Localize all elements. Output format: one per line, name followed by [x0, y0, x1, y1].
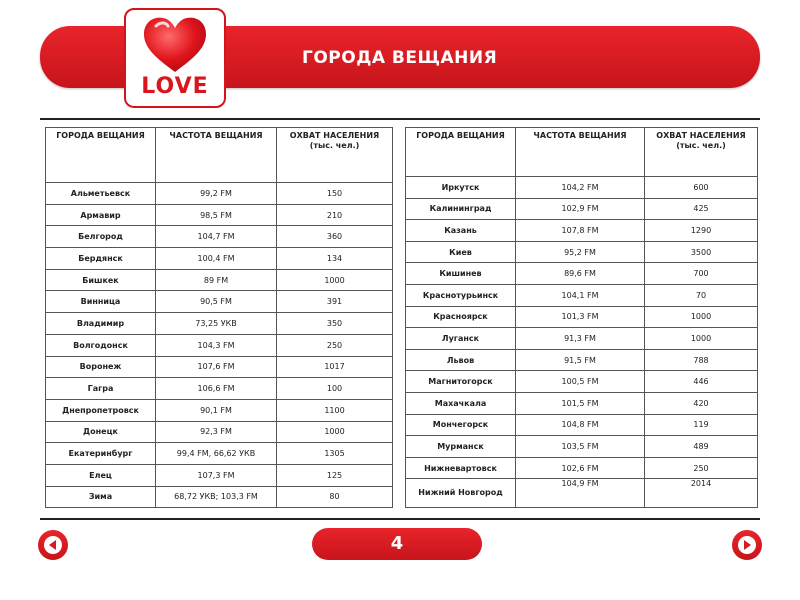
frequency-cell: 89,6 FM: [516, 263, 645, 285]
coverage-cell: 80: [277, 486, 393, 508]
city-cell: Винница: [46, 291, 156, 313]
coverage-cell: 250: [277, 334, 393, 356]
table-row: [46, 421, 393, 443]
table-row: [46, 486, 393, 508]
coverage-cell: 1000: [645, 306, 758, 328]
city-cell: Иркутск: [406, 177, 516, 199]
logo: [124, 8, 226, 108]
column-header-frequency: ЧАСТОТА ВЕЩАНИЯ: [156, 128, 277, 183]
frequency-cell: 89 FM: [156, 269, 277, 291]
table-row: [406, 306, 758, 328]
coverage-cell: 250: [645, 457, 758, 479]
coverage-cell: 1000: [645, 328, 758, 350]
table-row: [46, 378, 393, 400]
city-cell: Елец: [46, 464, 156, 486]
top-rule: [40, 118, 760, 120]
frequency-cell: 92,3 FM: [156, 421, 277, 443]
city-cell: Казань: [406, 220, 516, 242]
frequency-cell: 104,3 FM: [156, 334, 277, 356]
frequency-cell: 104,1 FM: [516, 284, 645, 306]
city-cell: Владимир: [46, 313, 156, 335]
city-cell: Мурманск: [406, 436, 516, 458]
frequency-cell: 99,4 FM, 66,62 УКВ: [156, 443, 277, 465]
coverage-cell: 391: [277, 291, 393, 313]
frequency-cell: 99,2 FM: [156, 183, 277, 205]
frequency-cell: 98,5 FM: [156, 204, 277, 226]
column-header-frequency: ЧАСТОТА ВЕЩАНИЯ: [516, 128, 645, 177]
frequency-cell: 102,9 FM: [516, 198, 645, 220]
table-row: [406, 177, 758, 199]
coverage-cell: 125: [277, 464, 393, 486]
frequency-cell: 104,7 FM: [156, 226, 277, 248]
city-cell: Армавир: [46, 204, 156, 226]
coverage-cell: 1017: [277, 356, 393, 378]
table-row: [406, 284, 758, 306]
city-cell: Гагра: [46, 378, 156, 400]
frequency-cell: 107,6 FM: [156, 356, 277, 378]
frequency-cell: 104,2 FM: [516, 177, 645, 199]
city-cell: Магнитогорск: [406, 371, 516, 393]
city-cell: Луганск: [406, 328, 516, 350]
table-row: [406, 371, 758, 393]
page-title: ГОРОДА ВЕЩАНИЯ: [302, 48, 498, 68]
table-row: [406, 198, 758, 220]
city-cell: Нижний Новгород: [406, 479, 516, 508]
city-cell: Екатеринбург: [46, 443, 156, 465]
coverage-cell: 425: [645, 198, 758, 220]
table-row: [46, 334, 393, 356]
frequency-cell: 90,1 FM: [156, 399, 277, 421]
frequency-cell: 101,5 FM: [516, 392, 645, 414]
table-row: [406, 220, 758, 242]
frequency-cell: 107,8 FM: [516, 220, 645, 242]
coverage-cell: 150: [277, 183, 393, 205]
city-cell: Кишинев: [406, 263, 516, 285]
city-cell: Бишкек: [46, 269, 156, 291]
arrow-right-icon: [732, 530, 762, 560]
frequency-cell: 91,5 FM: [516, 349, 645, 371]
coverage-cell: 2014: [645, 479, 758, 508]
frequency-cell: 100,4 FM: [156, 248, 277, 270]
table-row: [46, 464, 393, 486]
city-cell: Красноярск: [406, 306, 516, 328]
city-cell: Киев: [406, 241, 516, 263]
table-row: [46, 399, 393, 421]
prev-page-button[interactable]: [38, 530, 68, 560]
table-row: [406, 241, 758, 263]
table-row: [406, 349, 758, 371]
table-row: [406, 263, 758, 285]
city-cell: Альметьевск: [46, 183, 156, 205]
logo-text: LOVE: [141, 74, 209, 99]
table-row: [406, 479, 758, 508]
frequency-cell: 90,5 FM: [156, 291, 277, 313]
frequency-cell: 101,3 FM: [516, 306, 645, 328]
frequency-cell: 68,72 УКВ; 103,3 FM: [156, 486, 277, 508]
city-cell: Воронеж: [46, 356, 156, 378]
coverage-cell: 446: [645, 371, 758, 393]
table-row: [46, 226, 393, 248]
table-row: [406, 392, 758, 414]
city-cell: Донецк: [46, 421, 156, 443]
city-cell: Зима: [46, 486, 156, 508]
table-header-row: [46, 128, 393, 183]
table-row: [46, 183, 393, 205]
coverage-cell: 119: [645, 414, 758, 436]
frequency-cell: 104,8 FM: [516, 414, 645, 436]
coverage-cell: 360: [277, 226, 393, 248]
frequency-cell: 73,25 УКВ: [156, 313, 277, 335]
city-cell: Мончегорск: [406, 414, 516, 436]
table-row: [46, 291, 393, 313]
coverage-cell: 1100: [277, 399, 393, 421]
coverage-cell: 350: [277, 313, 393, 335]
table-row: [46, 443, 393, 465]
column-header-city: ГОРОДА ВЕЩАНИЯ: [46, 128, 156, 183]
city-cell: Львов: [406, 349, 516, 371]
city-cell: Нижневартовск: [406, 457, 516, 479]
city-cell: Волгодонск: [46, 334, 156, 356]
right-city-table: [405, 127, 758, 508]
arrow-left-icon: [38, 530, 68, 560]
city-cell: Махачкала: [406, 392, 516, 414]
table-row: [406, 328, 758, 350]
coverage-cell: 3500: [645, 241, 758, 263]
column-header-coverage: ОХВАТ НАСЕЛЕНИЯ (тыс. чел.): [277, 128, 393, 183]
frequency-cell: 107,3 FM: [156, 464, 277, 486]
table-row: [46, 204, 393, 226]
coverage-cell: 420: [645, 392, 758, 414]
next-page-button[interactable]: [732, 530, 762, 560]
table-row: [46, 269, 393, 291]
table-row: [406, 457, 758, 479]
frequency-cell: 103,5 FM: [516, 436, 645, 458]
frequency-cell: 95,2 FM: [516, 241, 645, 263]
table-row: [46, 356, 393, 378]
coverage-cell: 210: [277, 204, 393, 226]
coverage-cell: 788: [645, 349, 758, 371]
page-number: 4: [312, 528, 482, 560]
table-header-row: [406, 128, 758, 177]
coverage-cell: 700: [645, 263, 758, 285]
city-cell: Краснотурьинск: [406, 284, 516, 306]
column-header-coverage: ОХВАТ НАСЕЛЕНИЯ (тыс. чел.): [645, 128, 758, 177]
coverage-cell: 1000: [277, 421, 393, 443]
frequency-cell: 102,6 FM: [516, 457, 645, 479]
coverage-cell: 1290: [645, 220, 758, 242]
frequency-cell: 91,3 FM: [516, 328, 645, 350]
coverage-cell: 134: [277, 248, 393, 270]
frequency-cell: 106,6 FM: [156, 378, 277, 400]
table-row: [406, 414, 758, 436]
column-header-city: ГОРОДА ВЕЩАНИЯ: [406, 128, 516, 177]
city-cell: Бердянск: [46, 248, 156, 270]
table-row: [46, 248, 393, 270]
left-city-table: [45, 127, 393, 508]
coverage-cell: 100: [277, 378, 393, 400]
city-cell: Днепропетровск: [46, 399, 156, 421]
city-cell: Белгород: [46, 226, 156, 248]
coverage-cell: 70: [645, 284, 758, 306]
coverage-cell: 489: [645, 436, 758, 458]
coverage-cell: 1305: [277, 443, 393, 465]
table-row: [46, 313, 393, 335]
table-row: [406, 436, 758, 458]
city-cell: Калининград: [406, 198, 516, 220]
coverage-cell: 600: [645, 177, 758, 199]
frequency-cell: 100,5 FM: [516, 371, 645, 393]
bottom-rule: [40, 518, 760, 520]
frequency-cell: 104,9 FM: [516, 479, 645, 508]
coverage-cell: 1000: [277, 269, 393, 291]
